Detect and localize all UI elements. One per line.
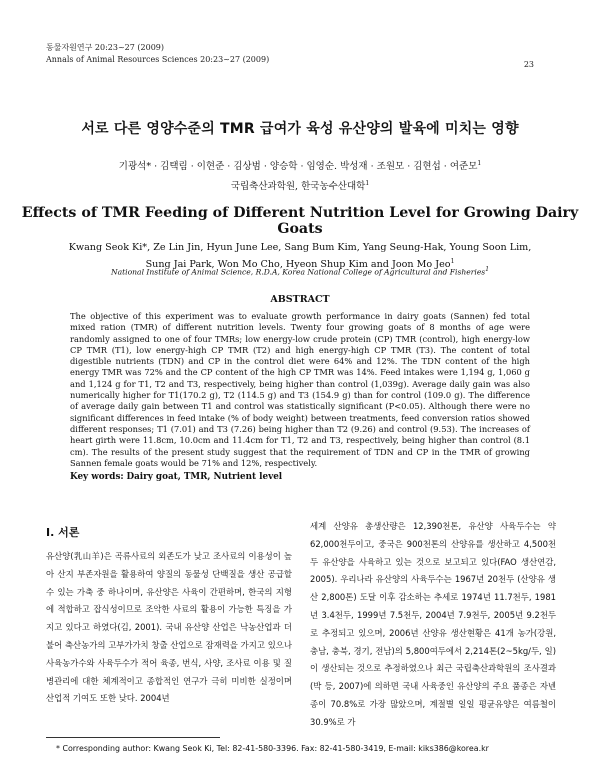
page-number: 23 xyxy=(523,60,534,69)
title-korean: 서로 다른 영양수준의 TMR 급여가 육성 유산양의 발육에 미치는 영향 xyxy=(81,121,519,137)
journal-citation-en: Annals of Animal Resources Sciences 20:23~27 (2009) xyxy=(46,55,270,64)
intro-column-left: 유산양(乳山羊)은 곡류사료의 외존도가 낮고 조사료의 이용성이 높아 산지 부존자원을 활용하여 양질의 동물성 단백질을 생산 공급할 수 있는 가축 중 하나이며, 유산양은 사육이 간편하며, 한국의 지형에 적합하고 잡식성이므로 조악한 사료의 활용이 가능한 특징을 가지고 있다고 하였다(김, 2001). 국내 유산양 산업은 낙농산업과 더불어 축산농가의 고부가가치 창출 산업으로 잠재력을 가지고 있으나 사육농가수와 사육두수가 적어 육종, 번식, 사양, 조사료 이용 및 질병관리에 대한 체계적이고 종합적인 연구가 극히 미비한 실정이며 산업적 기여도 또한 낮다. 2004년 xyxy=(46,551,292,704)
authors-korean: 기광석* · 김택림 · 이현준 · 김상범 · 양승학 · 임영순. 박성재 · 조원모 · 김현섭 · 여준모$^1$ xyxy=(118,160,482,173)
affiliation-korean: 국립축산과학원, 한국농수산대학$^1$ xyxy=(230,180,370,193)
title-english: Effects of TMR Feeding of Different Nutrition Level for Growing Dairy Goats xyxy=(21,205,579,237)
section-heading-introduction: Ⅰ. 서론 xyxy=(46,526,80,539)
keywords-value: Dairy goat, TMR, Nutrient level xyxy=(126,472,283,482)
footnote-divider xyxy=(46,737,220,738)
abstract-heading: ABSTRACT xyxy=(270,294,330,305)
authors-english-line-1: Kwang Seok Ki*, Ze Lin Jin, Hyun June Lee, Sang Bum Kim, Yang Seung-Hak, Young Soon Lim, xyxy=(68,242,532,253)
authors-english-line-2: Sung Jai Park, Won Mo Cho, Hyeon Shup Kim and Joon Mo Jeo$^1$ xyxy=(145,258,455,271)
intro-column-right: 세계 산양유 총생산량은 12,390천톤, 유산양 사육두수는 약 62,000천두이고, 중국은 900천톤의 산양유를 생산하고 4,500천두 유산양을 사육하고 있는 것으로 보고되고 있다(FAO 생산연감, 2005). 우리나라 유산양의 사육두수는 1967년 20천두 (산양유 생산 2,800톤) 도달 이후 감소하는 추세로 1974년 11.7천두, 1981년 3.4천두, 1999년 7.5천두, 2004년 7.9천두, 2005년 9.2천두로 추정되고 있으며, 2006년 산양유 생산현황은 41개 농가(강원, 충남, 충북, 경기, 전남)의 5,800여두에서 2,214톤(2~5kg/두, 일)이 생산되는 것으로 추정하였으나 최근 국립축산과학원의 조사결과(박 등, 2007)에 의하면 국내 사육중인 유산양의 주요 품종은 자넨종이 70.8%로 가장 많았으며, 계절별 일일 평균유양은 여름철이 30.9%로 가 xyxy=(310,521,556,727)
journal-citation-ko: 동물자원연구 20:23~27 (2009) xyxy=(46,43,164,52)
authors-korean-block xyxy=(0,155,600,195)
running-head xyxy=(46,42,269,66)
abstract-text: The objective of this experiment was to evaluate growth performance in dairy goats (Sannen) fed total mixed ration (TMR) of different nutrition levels. Twenty four growing goats of 8 months of age were randomly assigned to one of four TMRs; low energy-low crude protein (CP) TMR (control), high energy-low CP TMR (T1), low energy-high CP TMR (T2) and high energy-high CP TMR (T3). The content of total digestible nutrients (TDN) and CP in the control diet were 64% and 12%. The TDN content of the high energy TMR was 72% and the CP content of the high CP TMR was 14%. Feed intakes were 1,194 g, 1,060 g and 1,124 g for T1, T2 and T3, respectively, being higher than control (1,039g). Average daily gain was also numerically higher for T1(170.2 g), T2 (114.5 g) and T3 (154.9 g) than for control (109.0 g). The difference of average daily gain between T1 and control was statistically significant (P<0.05). Although there were no significant differences in feed intake (% of body weight) between treatments, feed conversion ratios showed different responses; T1 (7.01) and T3 (7.26) being higher than T2 (9.26) and control (9.53). The increases of heart girth were 11.8cm, 10.0cm and 11.4cm for T1, T2 and T3, respectively, being higher than control (8.1 cm). The results of the present study suggest that the requirement of TDN and CP in the TMR of growing Sannen female goats would be 71% and 12%, respectively. xyxy=(70,311,530,468)
keywords-label: Key words: xyxy=(70,472,124,482)
keywords xyxy=(70,472,282,482)
affiliation-english: National Institute of Animal Science, R.D.A, Korea National College of Agricultural and Fisheries$^1$ xyxy=(110,266,490,277)
corresponding-author-footnote: * Corresponding author: Kwang Seok Ki, Tel: 82-41-580-3396. Fax: 82-41-580-3419, E-mail: kiks386@korea.kr xyxy=(56,744,489,753)
